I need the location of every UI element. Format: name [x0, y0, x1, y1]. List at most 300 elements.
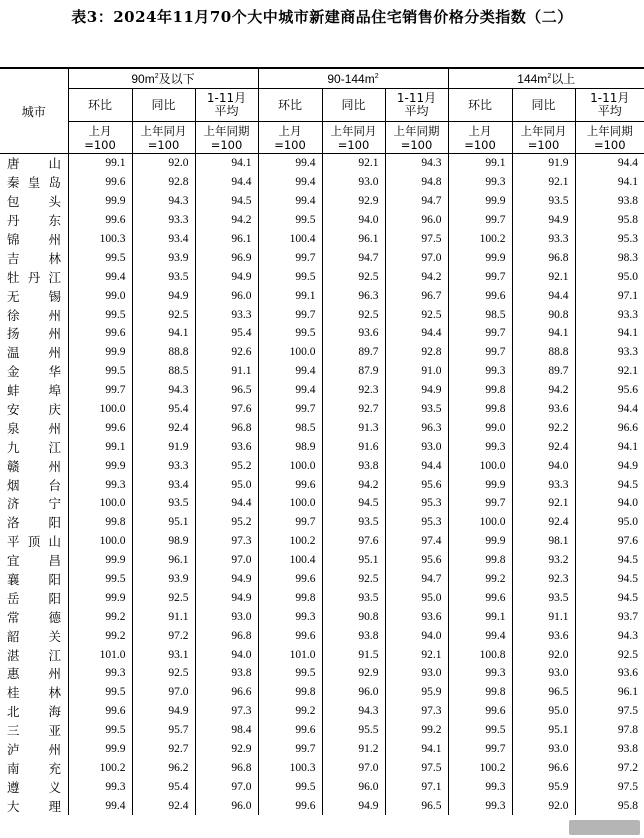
- index-value: 94.4: [512, 286, 575, 305]
- index-value: 93.3: [132, 211, 195, 230]
- city-name: 泸 州: [7, 742, 61, 758]
- index-value: 100.0: [68, 532, 132, 551]
- index-value: 94.5: [575, 588, 644, 607]
- index-value: 94.3: [132, 192, 195, 211]
- subcolumn-header: 1-11月 平均: [385, 89, 448, 122]
- index-value: 99.6: [68, 702, 132, 721]
- index-value: 93.6: [512, 400, 575, 419]
- index-value: 98.5: [258, 418, 322, 437]
- index-value: 99.5: [448, 721, 512, 740]
- index-value: 92.7: [322, 400, 385, 419]
- index-value: 99.5: [68, 362, 132, 381]
- index-value: 97.0: [132, 683, 195, 702]
- index-value: 87.9: [322, 362, 385, 381]
- index-value: 99.7: [448, 267, 512, 286]
- index-value: 96.6: [512, 759, 575, 778]
- city-name: 三 亚: [7, 723, 61, 739]
- base-header: 上年同期 =100: [575, 122, 644, 154]
- index-value: 88.8: [132, 343, 195, 362]
- index-value: 95.1: [132, 513, 195, 532]
- city-name: 泉 州: [7, 420, 61, 436]
- city-name: 金 华: [7, 364, 61, 380]
- index-value: 93.3: [512, 475, 575, 494]
- index-value: 94.1: [195, 154, 258, 173]
- index-value: 94.0: [322, 211, 385, 230]
- index-value: 94.2: [512, 381, 575, 400]
- index-value: 91.1: [195, 362, 258, 381]
- index-value: 97.5: [575, 777, 644, 796]
- index-value: 93.5: [322, 588, 385, 607]
- index-value: 94.3: [575, 626, 644, 645]
- index-value: 99.9: [68, 740, 132, 759]
- index-value: 94.1: [385, 740, 448, 759]
- index-value: 101.0: [68, 645, 132, 664]
- index-value: 94.1: [512, 324, 575, 343]
- index-value: 100.2: [448, 230, 512, 249]
- table-row: [0, 230, 644, 249]
- city-name: 丹 东: [7, 213, 61, 229]
- index-value: 94.9: [132, 702, 195, 721]
- index-value: 92.5: [385, 305, 448, 324]
- index-value: 92.5: [132, 305, 195, 324]
- index-value: 99.4: [258, 173, 322, 192]
- index-value: 96.0: [322, 683, 385, 702]
- index-value: 95.9: [512, 777, 575, 796]
- index-value: 99.3: [448, 362, 512, 381]
- index-value: 92.4: [132, 418, 195, 437]
- index-value: 94.3: [385, 154, 448, 173]
- index-value: 95.0: [575, 513, 644, 532]
- index-value: 96.0: [322, 777, 385, 796]
- index-value: 91.6: [322, 437, 385, 456]
- index-value: 93.0: [512, 740, 575, 759]
- index-value: 99.3: [448, 796, 512, 815]
- table-row: [0, 456, 644, 475]
- index-value: 101.0: [258, 645, 322, 664]
- index-value: 97.5: [575, 702, 644, 721]
- index-value: 99.5: [68, 721, 132, 740]
- city-column-header: 城市: [0, 68, 68, 154]
- table-row: [0, 248, 644, 267]
- index-value: 95.0: [195, 475, 258, 494]
- index-value: 94.5: [322, 494, 385, 513]
- index-value: 99.9: [68, 551, 132, 570]
- index-value: 94.0: [575, 494, 644, 513]
- table-row: [0, 286, 644, 305]
- index-value: 93.5: [512, 588, 575, 607]
- table-row: [0, 400, 644, 419]
- index-value: 96.3: [385, 418, 448, 437]
- index-value: 99.1: [68, 154, 132, 173]
- index-value: 95.6: [575, 381, 644, 400]
- index-value: 94.0: [512, 456, 575, 475]
- index-value: 93.5: [322, 513, 385, 532]
- index-value: 100.3: [68, 230, 132, 249]
- index-value: 93.6: [575, 664, 644, 683]
- index-value: 93.5: [132, 494, 195, 513]
- index-value: 98.9: [258, 437, 322, 456]
- city-name: 南 充: [7, 760, 61, 776]
- index-value: 97.2: [575, 759, 644, 778]
- table-row: [0, 551, 644, 570]
- index-value: 96.8: [195, 418, 258, 437]
- index-value: 99.6: [258, 570, 322, 589]
- index-value: 97.0: [385, 248, 448, 267]
- table-row: [0, 740, 644, 759]
- index-value: 93.6: [322, 324, 385, 343]
- city-name: 烟 台: [7, 477, 61, 493]
- index-value: 99.7: [258, 248, 322, 267]
- index-value: 100.0: [258, 456, 322, 475]
- index-value: 91.9: [132, 437, 195, 456]
- table-row: [0, 494, 644, 513]
- index-value: 99.5: [258, 267, 322, 286]
- index-value: 96.1: [132, 551, 195, 570]
- index-value: 95.7: [132, 721, 195, 740]
- index-value: 94.7: [385, 570, 448, 589]
- index-value: 92.1: [512, 494, 575, 513]
- index-value: 95.3: [385, 513, 448, 532]
- index-value: 95.0: [575, 267, 644, 286]
- index-value: 99.6: [258, 721, 322, 740]
- base-header: 上年同期 =100: [195, 122, 258, 154]
- index-value: 92.0: [512, 645, 575, 664]
- index-value: 93.8: [575, 192, 644, 211]
- index-value: 94.5: [195, 192, 258, 211]
- city-name: 扬 州: [7, 326, 61, 342]
- city-name: 济 宁: [7, 496, 61, 512]
- index-value: 93.6: [512, 626, 575, 645]
- index-value: 93.3: [195, 305, 258, 324]
- table-row: [0, 305, 644, 324]
- subcolumn-header: 同比: [512, 89, 575, 122]
- index-value: 99.9: [68, 456, 132, 475]
- index-value: 100.3: [258, 759, 322, 778]
- index-value: 94.4: [195, 494, 258, 513]
- index-value: 96.8: [512, 248, 575, 267]
- index-value: 97.4: [385, 532, 448, 551]
- index-value: 96.2: [132, 759, 195, 778]
- city-name: 湛 江: [7, 647, 61, 663]
- index-value: 97.6: [575, 532, 644, 551]
- index-value: 100.4: [258, 230, 322, 249]
- index-value: 91.0: [385, 362, 448, 381]
- index-value: 93.3: [575, 305, 644, 324]
- table-row: [0, 683, 644, 702]
- index-value: 97.0: [195, 551, 258, 570]
- index-value: 94.4: [385, 456, 448, 475]
- index-value: 99.1: [68, 437, 132, 456]
- index-value: 93.0: [385, 664, 448, 683]
- index-value: 99.5: [258, 211, 322, 230]
- index-value: 99.9: [68, 343, 132, 362]
- index-value: 95.3: [385, 494, 448, 513]
- table-row: [0, 759, 644, 778]
- index-value: 94.4: [575, 154, 644, 173]
- index-value: 94.1: [132, 324, 195, 343]
- index-value: 95.1: [322, 551, 385, 570]
- index-value: 94.5: [575, 570, 644, 589]
- index-value: 99.9: [448, 192, 512, 211]
- city-name: 温 州: [7, 345, 61, 361]
- index-value: 96.6: [575, 418, 644, 437]
- index-value: 99.1: [448, 607, 512, 626]
- table-header: [0, 68, 644, 154]
- index-value: 100.0: [68, 494, 132, 513]
- index-value: 93.5: [132, 267, 195, 286]
- index-value: 96.0: [195, 286, 258, 305]
- table-row: [0, 173, 644, 192]
- index-value: 95.0: [385, 588, 448, 607]
- index-value: 92.5: [322, 267, 385, 286]
- subcolumn-header-row: [0, 89, 644, 122]
- index-value: 93.4: [132, 230, 195, 249]
- city-name: 平 顶 山: [7, 534, 61, 550]
- subcolumn-header: 1-11月 平均: [195, 89, 258, 122]
- index-value: 99.3: [68, 664, 132, 683]
- index-value: 92.0: [512, 796, 575, 815]
- index-value: 99.7: [68, 381, 132, 400]
- index-value: 99.9: [448, 475, 512, 494]
- index-value: 99.5: [68, 305, 132, 324]
- base-header: 上月 =100: [258, 122, 322, 154]
- index-value: 99.2: [68, 626, 132, 645]
- index-value: 92.1: [322, 154, 385, 173]
- index-value: 99.5: [258, 324, 322, 343]
- index-value: 97.3: [195, 702, 258, 721]
- index-value: 99.3: [448, 777, 512, 796]
- index-value: 98.5: [448, 305, 512, 324]
- page-title: 表3：2024年11月70个大中城市新建商品住宅销售价格分类指数（二）: [71, 8, 573, 26]
- index-value: 96.0: [195, 796, 258, 815]
- index-value: 92.2: [512, 418, 575, 437]
- index-value: 99.6: [258, 796, 322, 815]
- index-value: 94.9: [512, 211, 575, 230]
- index-value: 95.1: [512, 721, 575, 740]
- index-value: 100.2: [258, 532, 322, 551]
- index-value: 94.9: [195, 267, 258, 286]
- index-value: 100.0: [448, 513, 512, 532]
- index-value: 96.5: [195, 381, 258, 400]
- index-value: 92.8: [132, 173, 195, 192]
- index-value: 94.9: [322, 796, 385, 815]
- table-row: [0, 437, 644, 456]
- city-name: 岳 阳: [7, 590, 61, 606]
- index-value: 99.2: [68, 607, 132, 626]
- index-value: 96.1: [575, 683, 644, 702]
- index-value: 92.5: [132, 664, 195, 683]
- index-value: 99.5: [258, 664, 322, 683]
- index-value: 93.8: [195, 664, 258, 683]
- index-value: 95.2: [195, 513, 258, 532]
- index-value: 99.8: [448, 381, 512, 400]
- subcolumn-header: 环比: [448, 89, 512, 122]
- group-header-large: $144m^2$以上: [448, 68, 644, 89]
- index-value: 92.7: [132, 740, 195, 759]
- table-row: [0, 777, 644, 796]
- index-value: 92.5: [575, 645, 644, 664]
- index-value: 99.9: [68, 192, 132, 211]
- index-value: 100.8: [448, 645, 512, 664]
- index-value: 100.4: [258, 551, 322, 570]
- index-value: 96.5: [385, 796, 448, 815]
- index-value: 99.8: [448, 551, 512, 570]
- index-value: 96.9: [195, 248, 258, 267]
- index-value: 97.6: [322, 532, 385, 551]
- index-value: 91.1: [512, 607, 575, 626]
- index-value: 95.8: [575, 796, 644, 815]
- index-value: 95.2: [195, 456, 258, 475]
- city-name: 无 锡: [7, 288, 61, 304]
- index-value: 92.4: [512, 513, 575, 532]
- subcolumn-header: 同比: [322, 89, 385, 122]
- city-name: 韶 关: [7, 628, 61, 644]
- table-row: [0, 570, 644, 589]
- index-value: 97.3: [385, 702, 448, 721]
- index-value: 92.8: [385, 343, 448, 362]
- table-row: [0, 664, 644, 683]
- index-value: 91.3: [322, 418, 385, 437]
- city-name: 北 海: [7, 704, 61, 720]
- index-value: 99.4: [258, 381, 322, 400]
- city-name: 九 江: [7, 439, 61, 455]
- city-name: 大 理: [7, 798, 61, 814]
- table-row: [0, 532, 644, 551]
- index-value: 96.5: [512, 683, 575, 702]
- index-value: 97.2: [132, 626, 195, 645]
- index-value: 99.9: [448, 248, 512, 267]
- city-name: 锦 州: [7, 232, 61, 247]
- index-value: 89.7: [512, 362, 575, 381]
- index-value: 95.4: [195, 324, 258, 343]
- index-value: 99.2: [385, 721, 448, 740]
- index-value: 99.4: [68, 267, 132, 286]
- index-value: 98.3: [575, 248, 644, 267]
- index-value: 94.2: [322, 475, 385, 494]
- city-name: 宜 昌: [7, 553, 61, 569]
- index-value: 99.7: [448, 740, 512, 759]
- index-value: 99.4: [258, 154, 322, 173]
- table-row: [0, 626, 644, 645]
- index-value: 96.8: [195, 626, 258, 645]
- index-value: 100.2: [68, 759, 132, 778]
- index-value: 97.6: [195, 400, 258, 419]
- city-name: 洛 阳: [7, 515, 61, 531]
- index-value: 93.1: [132, 645, 195, 664]
- index-value: 90.8: [512, 305, 575, 324]
- base-header: 上年同月 =100: [322, 122, 385, 154]
- index-value: 96.7: [385, 286, 448, 305]
- table-row: [0, 267, 644, 286]
- index-value: 93.9: [132, 570, 195, 589]
- price-index-table: [0, 67, 644, 815]
- index-value: 93.8: [575, 740, 644, 759]
- index-value: 99.7: [448, 494, 512, 513]
- index-value: 95.9: [385, 683, 448, 702]
- index-value: 97.0: [195, 777, 258, 796]
- city-name: 襄 阳: [7, 572, 61, 588]
- subcolumn-header: 环比: [68, 89, 132, 122]
- index-value: 88.5: [132, 362, 195, 381]
- index-value: 99.7: [258, 305, 322, 324]
- index-value: 96.1: [195, 230, 258, 249]
- city-name: 秦 皇 岛: [7, 175, 61, 191]
- index-value: 99.6: [448, 588, 512, 607]
- index-value: 99.9: [448, 532, 512, 551]
- index-value: 92.5: [132, 588, 195, 607]
- index-value: 91.9: [512, 154, 575, 173]
- index-value: 99.5: [68, 570, 132, 589]
- index-value: 99.0: [448, 418, 512, 437]
- group-header-medium: $90-144m^2$: [258, 68, 448, 89]
- index-value: 100.0: [68, 400, 132, 419]
- index-value: 99.3: [68, 475, 132, 494]
- table-row: [0, 381, 644, 400]
- index-value: 93.7: [575, 607, 644, 626]
- index-value: 98.9: [132, 532, 195, 551]
- index-value: 91.2: [322, 740, 385, 759]
- city-name: 遵 义: [7, 779, 61, 795]
- index-value: 98.1: [512, 532, 575, 551]
- subcolumn-header: 环比: [258, 89, 322, 122]
- index-value: 93.9: [132, 248, 195, 267]
- index-value: 97.1: [575, 286, 644, 305]
- index-value: 99.4: [68, 796, 132, 815]
- index-value: 93.2: [512, 551, 575, 570]
- index-value: 96.6: [195, 683, 258, 702]
- index-value: 95.8: [575, 211, 644, 230]
- index-value: 94.2: [385, 267, 448, 286]
- index-value: 93.6: [195, 437, 258, 456]
- index-value: 94.9: [132, 286, 195, 305]
- index-value: 95.0: [512, 702, 575, 721]
- index-value: 99.4: [258, 362, 322, 381]
- index-value: 95.4: [132, 400, 195, 419]
- index-value: 93.0: [385, 437, 448, 456]
- index-value: 94.1: [575, 437, 644, 456]
- index-value: 99.7: [448, 211, 512, 230]
- index-value: 97.1: [385, 777, 448, 796]
- index-value: 94.7: [385, 192, 448, 211]
- index-value: 99.5: [258, 777, 322, 796]
- index-value: 93.6: [385, 607, 448, 626]
- index-value: 97.5: [385, 230, 448, 249]
- index-value: 94.5: [575, 475, 644, 494]
- table-row: [0, 475, 644, 494]
- watermark: [569, 820, 640, 835]
- city-name: 安 庆: [7, 402, 61, 418]
- index-value: 100.0: [258, 494, 322, 513]
- index-value: 100.2: [448, 759, 512, 778]
- index-value: 99.8: [68, 513, 132, 532]
- table-row: [0, 513, 644, 532]
- index-value: 92.0: [132, 154, 195, 173]
- index-value: 96.3: [322, 286, 385, 305]
- table-row: [0, 362, 644, 381]
- index-value: 97.8: [575, 721, 644, 740]
- index-value: 94.8: [385, 173, 448, 192]
- subcolumn-header: 同比: [132, 89, 195, 122]
- group-header-small: $90m^2$及以下: [68, 68, 258, 89]
- index-value: 93.3: [512, 230, 575, 249]
- base-header: 上年同月 =100: [512, 122, 575, 154]
- table-body: [0, 154, 644, 816]
- city-name: 徐 州: [7, 307, 61, 323]
- index-value: 94.1: [575, 173, 644, 192]
- index-value: 99.7: [448, 324, 512, 343]
- index-value: 99.7: [448, 343, 512, 362]
- index-value: 94.7: [322, 248, 385, 267]
